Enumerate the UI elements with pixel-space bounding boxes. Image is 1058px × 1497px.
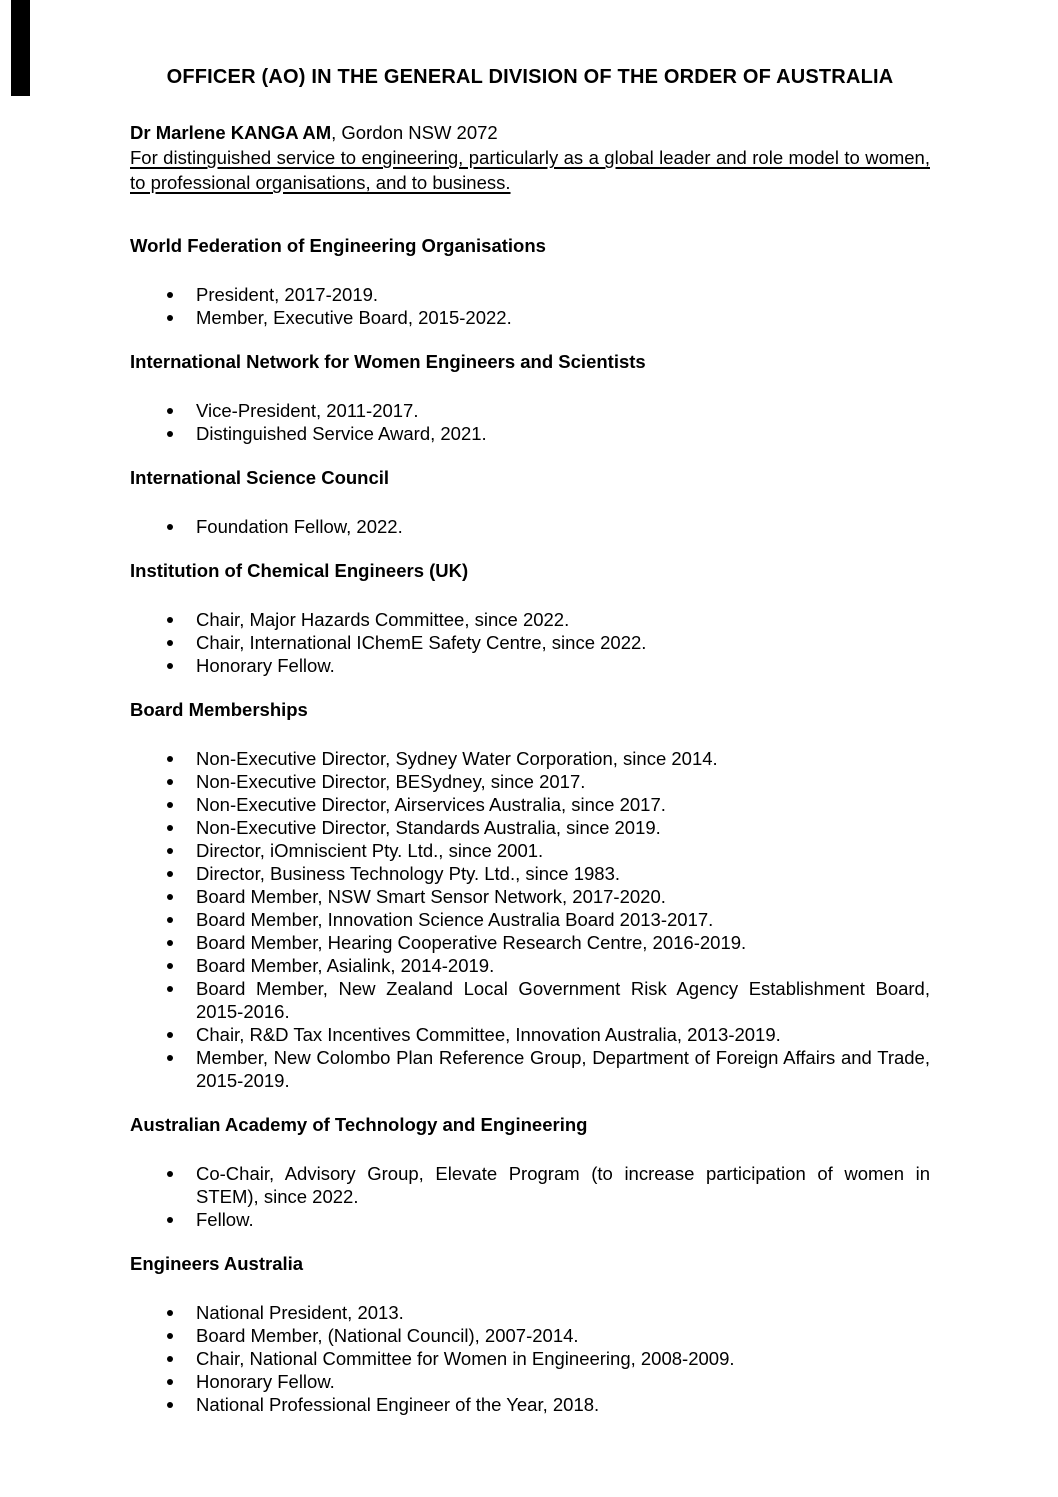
- recipient-name: Dr Marlene KANGA AM: [130, 122, 332, 143]
- section-heading: Board Memberships: [130, 699, 308, 720]
- scan-artifact-mark: [11, 0, 30, 96]
- honours-list: [130, 1162, 930, 1231]
- section-heading: Australian Academy of Technology and Engineering: [130, 1114, 588, 1135]
- honours-list: [130, 283, 930, 329]
- list-item: Board Member, Hearing Cooperative Research Centre, 2016-2019.: [130, 931, 930, 954]
- list-item: Non-Executive Director, BESydney, since 2017.: [130, 770, 930, 793]
- list-item: Co-Chair, Advisory Group, Elevate Program (to increase participation of women in STEM), since 2022.: [130, 1162, 930, 1208]
- list-item: Board Member, Asialink, 2014-2019.: [130, 954, 930, 977]
- list-item: Distinguished Service Award, 2021.: [130, 422, 930, 445]
- list-item: Member, New Colombo Plan Reference Group, Department of Foreign Affairs and Trade, 2015-2019.: [130, 1046, 930, 1092]
- recipient-intro: [130, 120, 930, 213]
- honours-list: [130, 1301, 930, 1416]
- list-item: Chair, Major Hazards Committee, since 2022.: [130, 608, 930, 631]
- list-item: National Professional Engineer of the Year, 2018.: [130, 1393, 930, 1416]
- honours-list: [130, 399, 930, 445]
- list-item: Foundation Fellow, 2022.: [130, 515, 930, 538]
- list-item: Board Member, Innovation Science Australia Board 2013-2017.: [130, 908, 930, 931]
- honours-list: [130, 515, 930, 538]
- section-heading: World Federation of Engineering Organisations: [130, 235, 546, 256]
- section-inwes: [130, 351, 930, 445]
- section-international-science-council: [130, 467, 930, 538]
- honours-list: [130, 608, 930, 677]
- list-item: Director, Business Technology Pty. Ltd., since 1983.: [130, 862, 930, 885]
- section-engineers-australia: [130, 1253, 930, 1416]
- section-heading: Institution of Chemical Engineers (UK): [130, 560, 469, 581]
- section-aate: [130, 1114, 930, 1231]
- list-item: Chair, R&D Tax Incentives Committee, Innovation Australia, 2013-2019.: [130, 1023, 930, 1046]
- recipient-location: , Gordon NSW 2072: [331, 122, 498, 143]
- list-item: Honorary Fellow.: [130, 1370, 930, 1393]
- document-title: OFFICER (AO) IN THE GENERAL DIVISION OF THE ORDER OF AUSTRALIA: [166, 66, 894, 88]
- list-item: Non-Executive Director, Airservices Australia, since 2017.: [130, 793, 930, 816]
- list-item: Fellow.: [130, 1208, 930, 1231]
- list-item: Board Member, NSW Smart Sensor Network, 2017-2020.: [130, 885, 930, 908]
- list-item: Board Member, (National Council), 2007-2014.: [130, 1324, 930, 1347]
- list-item: Honorary Fellow.: [130, 654, 930, 677]
- list-item: Chair, National Committee for Women in Engineering, 2008-2009.: [130, 1347, 930, 1370]
- section-heading: Engineers Australia: [130, 1253, 304, 1274]
- list-item: President, 2017-2019.: [130, 283, 930, 306]
- honours-list: [130, 747, 930, 1092]
- section-world-federation: [130, 235, 930, 329]
- section-icheme: [130, 560, 930, 677]
- recipient-line: [130, 120, 930, 145]
- list-item: Chair, International IChemE Safety Centre, since 2022.: [130, 631, 930, 654]
- list-item: Board Member, New Zealand Local Government Risk Agency Establishment Board, 2015-2016.: [130, 977, 930, 1023]
- section-heading: International Network for Women Engineers and Scientists: [130, 351, 646, 372]
- list-item: Non-Executive Director, Standards Australia, since 2019.: [130, 816, 930, 839]
- list-item: Director, iOmniscient Pty. Ltd., since 2001.: [130, 839, 930, 862]
- list-item: Vice-President, 2011-2017.: [130, 399, 930, 422]
- list-item: Member, Executive Board, 2015-2022.: [130, 306, 930, 329]
- list-item: Non-Executive Director, Sydney Water Corporation, since 2014.: [130, 747, 930, 770]
- section-board-memberships: [130, 699, 930, 1092]
- section-heading: International Science Council: [130, 467, 390, 488]
- citation-text: For distinguished service to engineering, particularly as a global leader and role model to women, to professional organisations, and to business.: [130, 147, 930, 193]
- list-item: National President, 2013.: [130, 1301, 930, 1324]
